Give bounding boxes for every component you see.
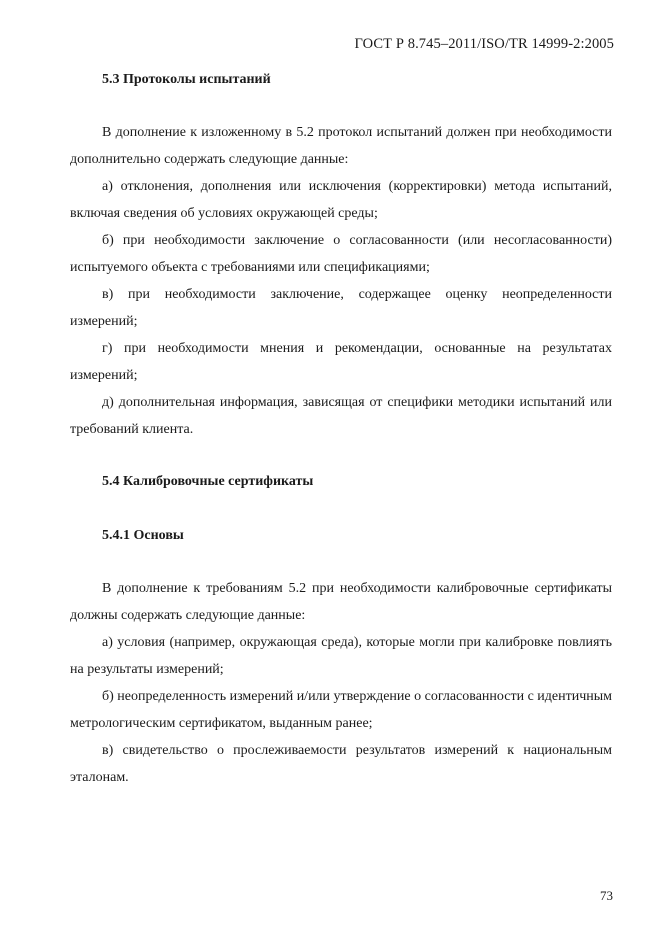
section-5-3-item-v: в) при необходимости заключение, содержащее оценку неопределенности измерений; xyxy=(70,287,612,329)
document-header: ГОСТ Р 8.745–2011/ISO/TR 14999-2:2005 xyxy=(354,36,614,52)
section-5-4-1-item-b: б) неопределенность измерений и/или утверждение о согласованности с идентичным метрологическим сертификатом, выданным ранее; xyxy=(70,689,613,731)
section-5-3-item-a: а) отклонения, дополнения или исключения (корректировки) метода испытаний, включая сведения об условиях окружающей среды; xyxy=(70,179,612,221)
section-5-3-title: 5.3 Протоколы испытаний xyxy=(102,72,271,87)
section-5-3-item-g: г) при необходимости мнения и рекомендации, основанные на результатах измерений; xyxy=(70,341,612,383)
section-5-4-1-title: 5.4.1 Основы xyxy=(102,528,184,543)
section-5-3-item-b: б) при необходимости заключение о согласованности (или несогласованности) испытуемого объекта с требованиями или спецификациями; xyxy=(70,233,612,275)
section-5-4-title: 5.4 Калибровочные сертификаты xyxy=(102,474,314,489)
section-5-3-intro: В дополнение к изложенному в 5.2 протокол испытаний должен при необходимости дополнительно содержать следующие данные: xyxy=(70,125,612,167)
page-number: 73 xyxy=(600,888,613,903)
section-5-4-1-item-v: в) свидетельство о прослеживаемости результатов измерений к национальным эталонам. xyxy=(70,743,612,785)
section-5-3-item-d: д) дополнительная информация, зависящая от специфики методики испытаний или требований клиента. xyxy=(70,395,612,437)
section-5-4-1-item-a: а) условия (например, окружающая среда), которые могли при калибровке повлиять на результаты измерений; xyxy=(70,635,612,677)
section-5-4-1-intro: В дополнение к требованиям 5.2 при необходимости калибровочные сертификаты должны содержать следующие данные: xyxy=(70,581,612,623)
